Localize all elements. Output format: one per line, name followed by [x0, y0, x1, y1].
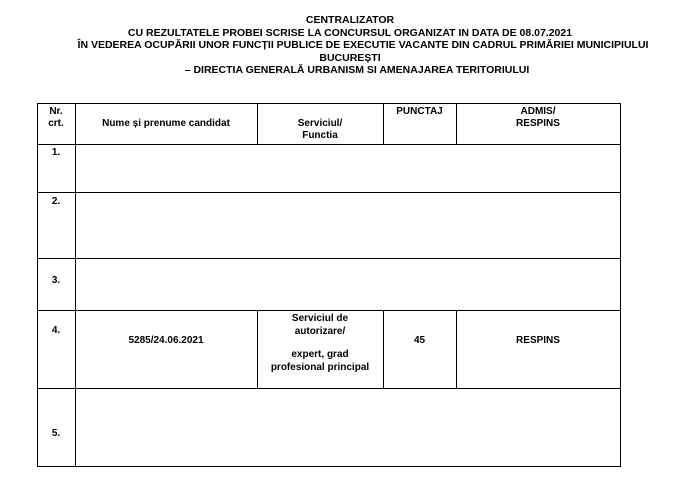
row-line — [37, 310, 621, 311]
row-nr-4: 4. — [51, 325, 61, 336]
row-nr-1: 1. — [51, 147, 61, 158]
rezultat-status: RESPINS — [516, 335, 560, 346]
header-nume: Nume și prenume candidat — [102, 118, 230, 129]
header-serviciu-line2: Functia — [302, 130, 338, 141]
table-border-right — [620, 103, 621, 467]
title-line-3: ÎN VEDEREA OCUPĂRII UNOR FUNCȚII PUBLICE DE EXECUTIE VACANTE DIN CADRUL PRIMĂRIEI MUNICIPIULUI — [77, 39, 649, 51]
header-nr-line: Nr. — [49, 106, 63, 117]
header-admis-respins — [456, 106, 620, 130]
serviciu-functia — [257, 312, 383, 374]
serviciu-line2: autorizare/ — [294, 326, 346, 337]
col-line — [383, 310, 384, 388]
row-nr-5: 5. — [51, 428, 61, 439]
row-line — [37, 388, 621, 389]
row-nr-3: 3. — [51, 275, 61, 286]
row-nr-2: 2. — [51, 196, 61, 207]
title-line-1: CENTRALIZATOR — [305, 14, 395, 26]
header-nr-crt — [37, 106, 75, 130]
results-table — [37, 103, 621, 467]
row-line — [37, 192, 621, 193]
document-title — [0, 14, 700, 77]
table-border-bottom — [37, 466, 621, 467]
serviciu-line4: profesional principal — [270, 362, 370, 373]
table-border-top — [37, 103, 621, 104]
title-line-4: BUCUREȘTI — [319, 51, 381, 64]
header-bottom-line — [37, 144, 621, 145]
title-line-2: CU REZULTATELE PROBEI SCRISE LA CONCURSUL ORGANIZAT IN DATA DE 08.07.2021 — [127, 26, 573, 39]
header-admis-line: ADMIS/ — [520, 106, 556, 117]
header-punctaj: PUNCTAJ — [396, 106, 443, 117]
header-crt-line: crt. — [48, 118, 64, 129]
serviciu-line3: expert, grad — [291, 349, 349, 360]
title-line-5: – DIRECTIA GENERALĂ URBANISM SI AMENAJAREA TERITORIULUI — [184, 64, 530, 76]
candidate-id: 5285/24.06.2021 — [128, 335, 204, 346]
header-respins-line: RESPINS — [516, 118, 560, 129]
header-serviciu-line1: Serviciul/ — [297, 118, 343, 129]
serviciu-line1: Serviciul de — [291, 313, 349, 324]
row-line — [37, 258, 621, 259]
header-serviciu — [257, 118, 383, 142]
col-line — [75, 103, 76, 467]
punctaj-value: 45 — [413, 335, 426, 346]
col-line — [456, 310, 457, 388]
